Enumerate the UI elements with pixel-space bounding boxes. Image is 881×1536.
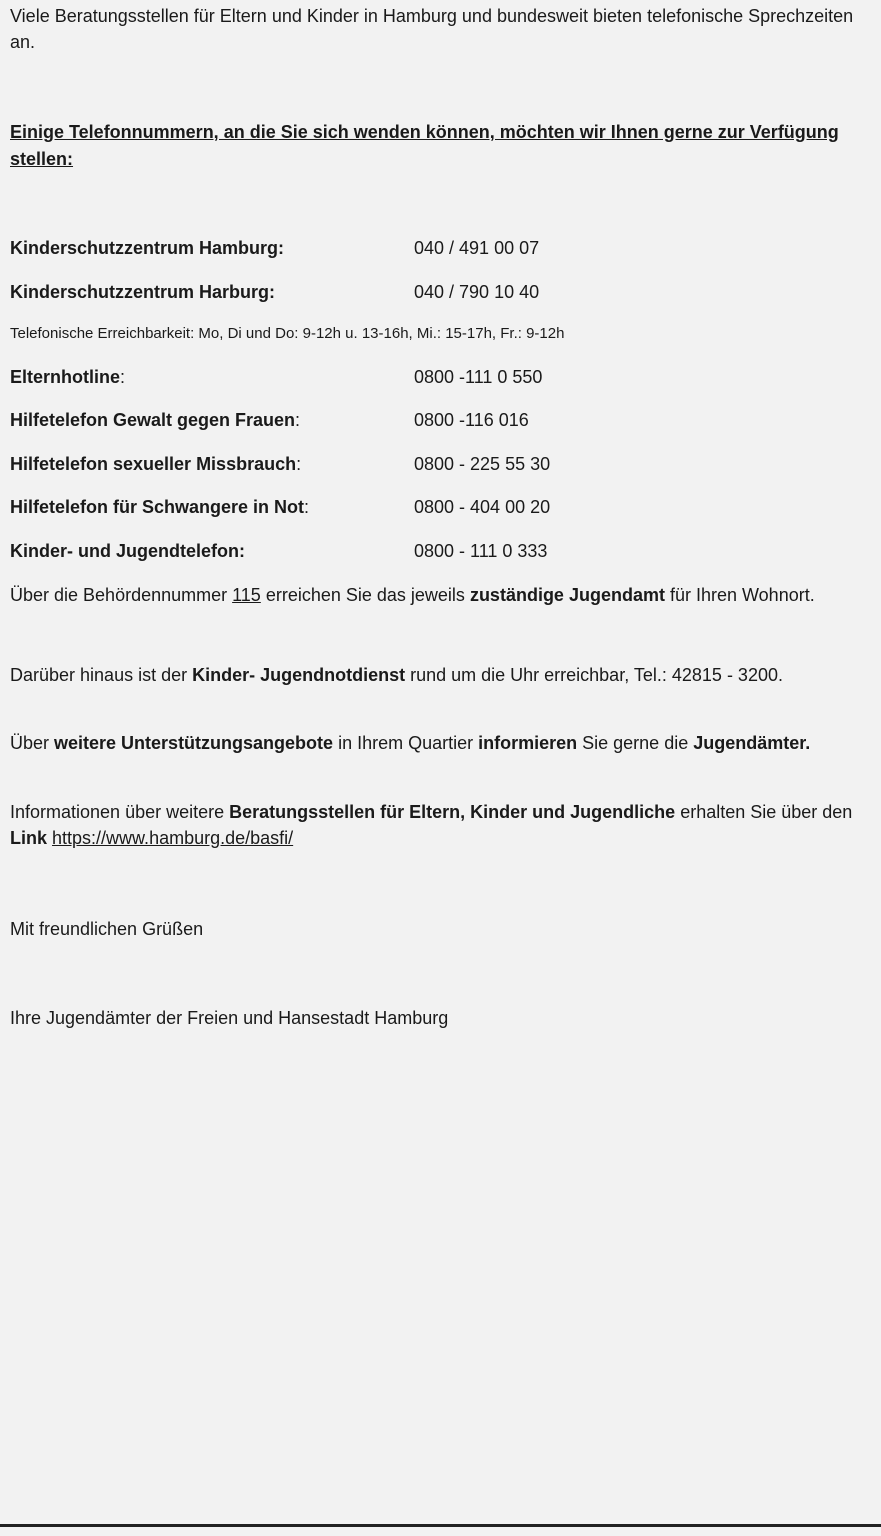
contact-name: Hilfetelefon sexueller Missbrauch bbox=[10, 454, 297, 474]
contact-name: Hilfetelefon Gewalt gegen Frauen bbox=[10, 410, 296, 430]
contact-number: 0800 - 225 55 30 bbox=[414, 454, 551, 474]
closing-greeting: Mit freundlichen Grüßen bbox=[10, 919, 204, 939]
contact-number: 040 / 790 10 40 bbox=[414, 282, 540, 302]
office-hours: Telefonische Erreichbarkeit: Mo, Di und Do: 9-12h u. 13-16h, Mi.: 15-17h, Fr.: 9-12h bbox=[10, 325, 565, 342]
contact-number: 0800 - 111 0 333 bbox=[414, 541, 548, 561]
authority-number: 115 bbox=[232, 585, 261, 605]
contact-row: Hilfetelefon Gewalt gegen Frauen: 0800 -116 016 bbox=[10, 407, 872, 433]
jugendamt-paragraph: Über die Behördennummer 115 erreichen Sie das jeweils zuständige Jugendamt für Ihren Wohnort. bbox=[10, 585, 815, 605]
contact-number: 0800 -111 0 550 bbox=[414, 367, 543, 387]
intro-paragraph: Viele Beratungsstellen für Eltern und Kinder in Hamburg und bundesweit bieten telefonische Sprechzeiten an. bbox=[10, 6, 854, 52]
contact-row bbox=[10, 538, 872, 564]
contact-row: Elternhotline: 0800 -111 0 550 bbox=[10, 364, 872, 390]
contact-row bbox=[10, 279, 872, 305]
contact-name: Elternhotline bbox=[10, 367, 121, 387]
notdienst-paragraph: Darüber hinaus ist der Kinder- Jugendnotdienst rund um die Uhr erreichbar, Tel.: 42815 - 3200. bbox=[10, 665, 783, 685]
contact-row bbox=[10, 235, 872, 261]
contact-number: 0800 -116 016 bbox=[414, 410, 529, 430]
basfi-link[interactable]: https://www.hamburg.de/basfi/ bbox=[52, 828, 294, 848]
contact-number: 040 / 491 00 07 bbox=[414, 238, 540, 258]
contact-name: Kinderschutzzentrum Hamburg: bbox=[10, 238, 285, 258]
contact-row: Hilfetelefon für Schwangere in Not: 0800 - 404 00 20 bbox=[10, 494, 872, 520]
contact-number: 0800 - 404 00 20 bbox=[414, 497, 551, 517]
signature: Ihre Jugendämter der Freien und Hansestadt Hamburg bbox=[10, 1008, 449, 1028]
info-paragraph: Informationen über weitere Beratungsstellen für Eltern, Kinder und Jugendliche erhalten Sie über den Link https://www.hamburg.de/basfi/ bbox=[10, 802, 853, 848]
support-paragraph: Über weitere Unterstützungsangebote in Ihrem Quartier informieren Sie gerne die Jugendämter. bbox=[10, 733, 811, 753]
contact-name: Kinderschutzzentrum Harburg: bbox=[10, 282, 276, 302]
section-heading: Einige Telefonnummern, an die Sie sich wenden können, möchten wir Ihnen gerne zur Verfügung stellen: bbox=[10, 122, 839, 169]
page-bottom-edge bbox=[0, 1524, 881, 1527]
contact-name: Hilfetelefon für Schwangere in Not bbox=[10, 497, 305, 517]
contact-name: Kinder- und Jugendtelefon: bbox=[10, 541, 245, 561]
contact-row: Hilfetelefon sexueller Missbrauch: 0800 - 225 55 30 bbox=[10, 451, 872, 477]
